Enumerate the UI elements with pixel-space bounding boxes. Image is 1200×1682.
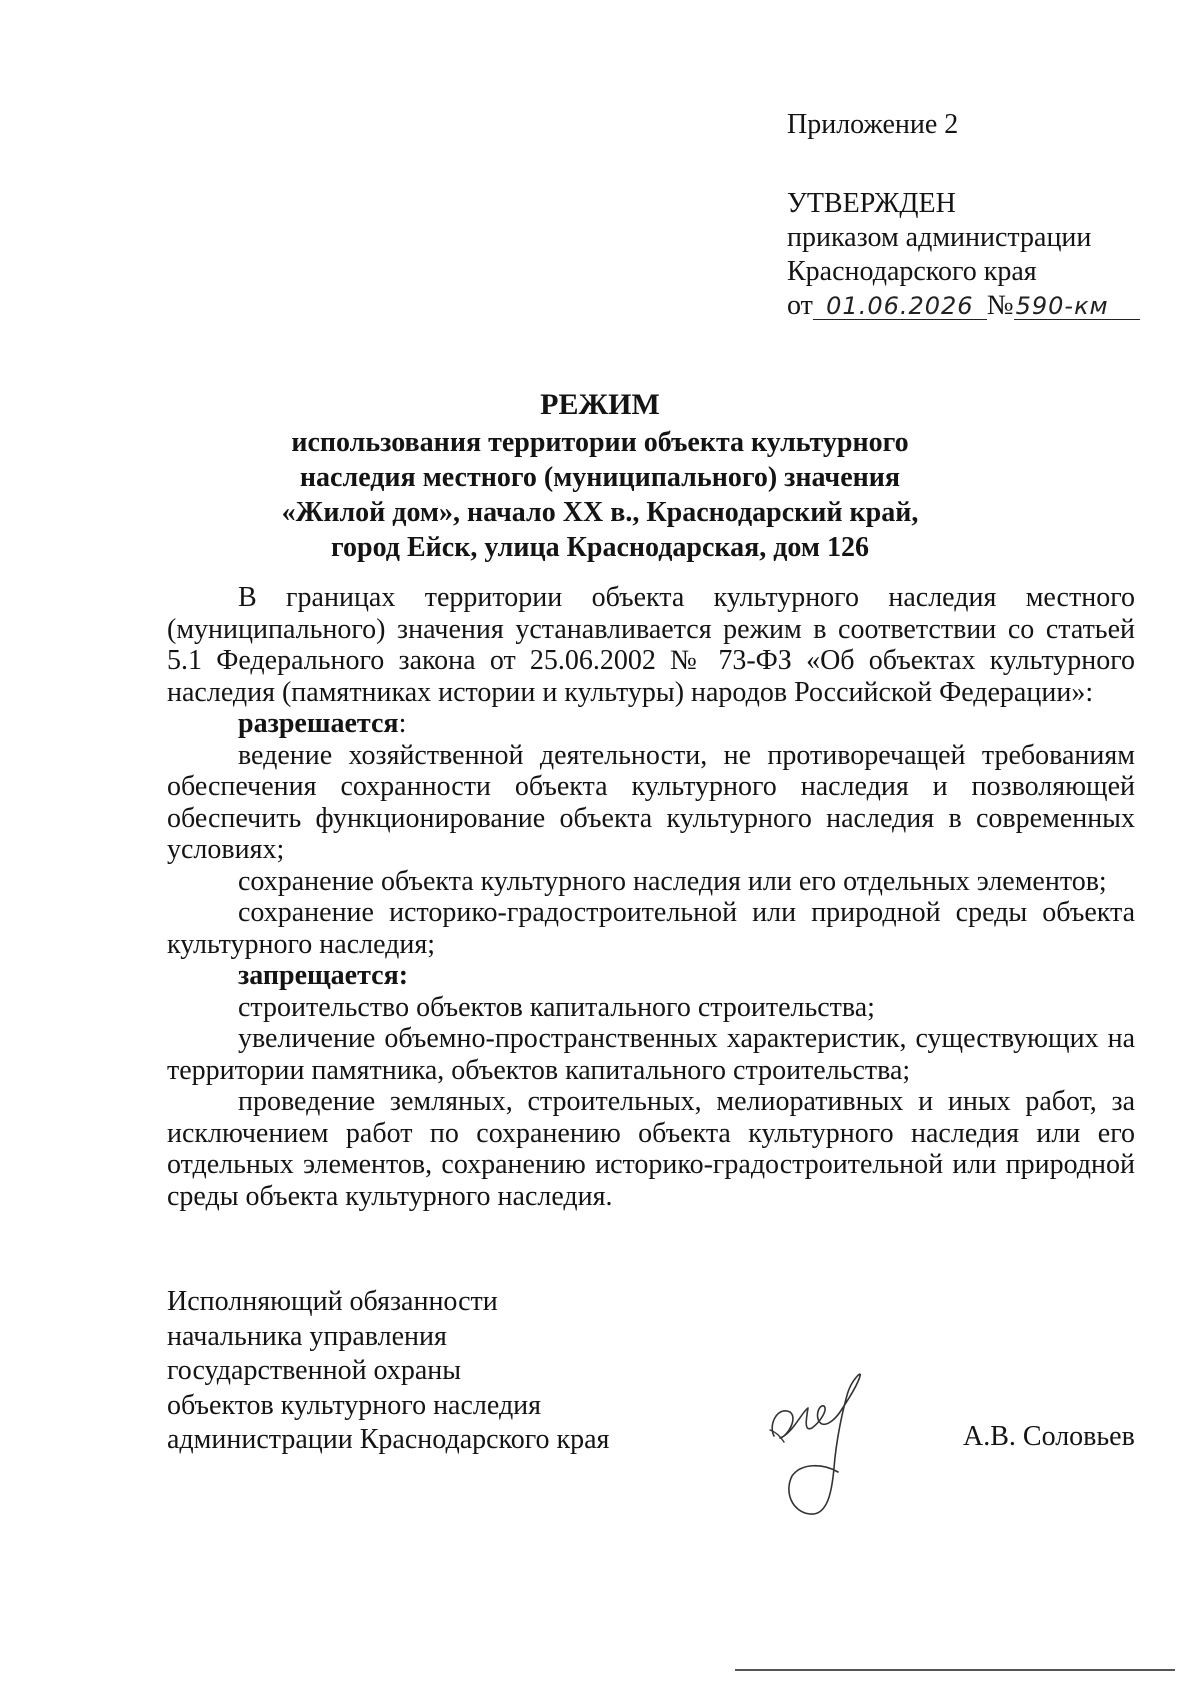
date-prefix: от <box>787 290 813 321</box>
forbidden-item: увеличение объемно-пространственных характеристик, существующих на территории памятника, объектов капитального строительства; <box>167 1023 1135 1086</box>
approval-block <box>787 108 1140 323</box>
approved-region: Краснодарского края <box>787 256 1037 287</box>
forbidden-item: проведение земляных, строительных, мелиоративных и иных работ, за исключением работ по сохранению объекта культурного наследия или его отдельных элементов, сохранению историко-градостроительной или природной среды объекта культурного наследия. <box>167 1086 1135 1212</box>
approved-by-order: приказом администрации <box>787 222 1092 253</box>
intro-paragraph: В границах территории объекта культурного наследия местного (муниципального) значения устанавливается режим в соответствии со статьей 5.1 Федерального закона от 25.06.2002 № 73-ФЗ «Об объектах культурного наследия (памятниках истории и культуры) народов Российской Федерации»: <box>167 582 1135 708</box>
signer-role-line: Исполняющий обязанности <box>167 1286 498 1317</box>
order-date-line <box>787 289 1140 323</box>
forbidden-item: строительство объектов капитального строительства; <box>238 991 875 1023</box>
appendix-label: Приложение 2 <box>787 109 959 140</box>
title-line: «Жилой дом», начало XX в., Краснодарский край, <box>281 497 919 528</box>
allowed-item: сохранение объекта культурного наследия или его отдельных элементов; <box>238 865 1107 897</box>
signer-role <box>167 1285 609 1458</box>
document-body <box>167 582 1135 1212</box>
title-main: РЕЖИМ <box>540 388 660 421</box>
order-date: 01.06.2026 <box>813 293 987 320</box>
signer-role-line: объектов культурного наследия <box>167 1389 542 1421</box>
spacer <box>787 142 1140 187</box>
order-number: 590-км <box>1014 293 1140 320</box>
title-line: использования территории объекта культурного <box>291 427 909 458</box>
title-line: город Ейск, улица Краснодарская, дом 126 <box>331 532 869 563</box>
allowed-label: разрешается <box>238 708 399 739</box>
signer-role-line: администрации Краснодарского края <box>167 1424 610 1455</box>
signer-name: А.В. Соловьев <box>963 1421 1135 1452</box>
allowed-item: ведение хозяйственной деятельности, не противоречащей требованиям обеспечения сохранности объекта культурного наследия и позволяющей обеспечить функционирование объекта культурного наследия в современных условиях; <box>167 739 1135 865</box>
document-title <box>0 385 1200 565</box>
signer-role-line: государственной охраны <box>167 1355 462 1386</box>
signer-role-line: начальника управления <box>167 1320 447 1352</box>
footer-rule <box>735 1669 1175 1671</box>
approved-label: УТВЕРЖДЕН <box>787 188 956 219</box>
allowed-colon: : <box>398 708 407 739</box>
handwritten-signature <box>762 1372 877 1522</box>
allowed-heading <box>167 708 1135 740</box>
number-prefix: № <box>986 290 1014 321</box>
forbidden-label: запрещается: <box>238 960 409 991</box>
title-line: наследия местного (муниципального) значения <box>299 462 901 493</box>
allowed-item: сохранение историко-градостроительной или природной среды объекта культурного наследия; <box>167 897 1135 960</box>
